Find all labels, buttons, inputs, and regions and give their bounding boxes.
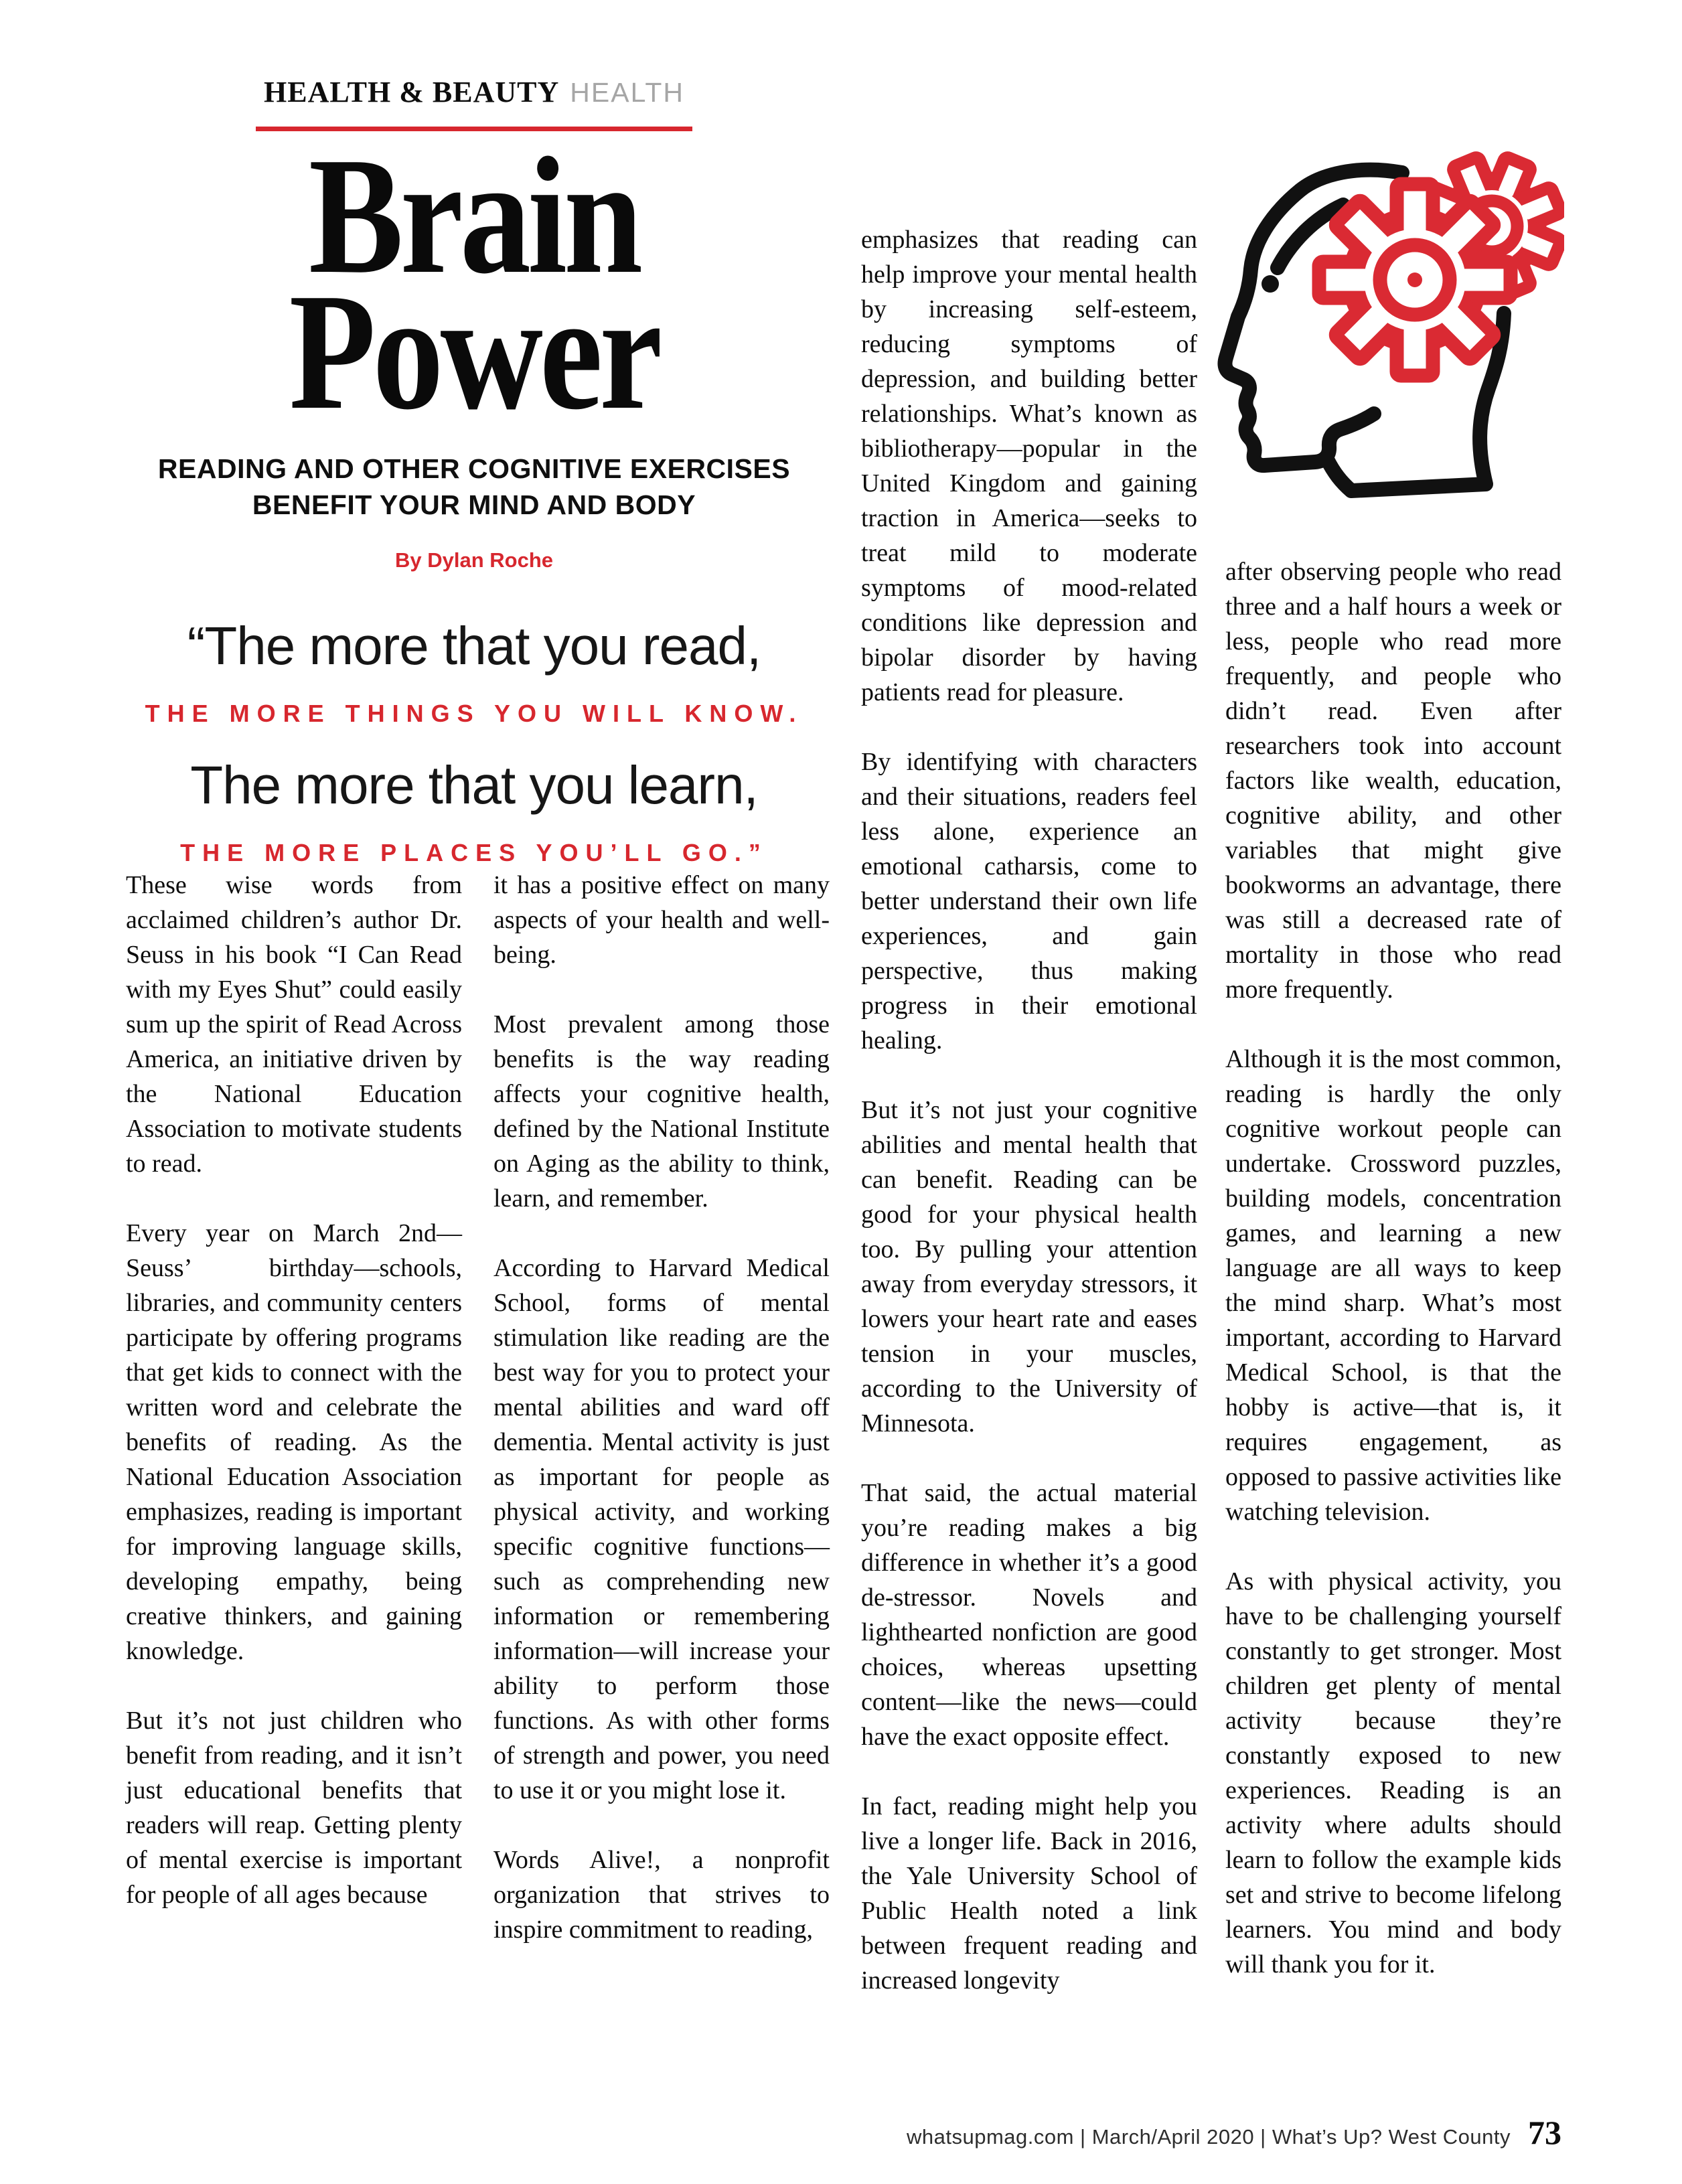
paragraph: That said, the actual material you’re reading makes a big difference in whether it’s a good de-stressor. Novels and lighthearted nonfiction are good choices, whereas upsetting content—like the news—could have the exact opposite effect. bbox=[861, 1479, 1197, 1751]
pull-quote bbox=[122, 615, 826, 867]
paragraph: emphasizes that reading can help improve your mental health by increasing self-esteem, reducing symptoms of depression, and building better relationships. What’s known as bibliotherapy—popular in the United Kingdom and gaining traction in America—seeks to treat mild to moderate symptoms of mood-related conditions like depression and bipolar disorder by having patients read for pleasure. bbox=[861, 226, 1197, 706]
paragraph: In fact, reading might help you live a longer life. Back in 2016, the Yale University School of Public Health noted a link between frequent reading and increased longevity bbox=[861, 1792, 1197, 1995]
body-column-2 bbox=[493, 868, 830, 1982]
byline: By Dylan Roche bbox=[394, 548, 553, 572]
paragraph: According to Harvard Medical School, forms of mental stimulation like reading are the best way for you to protect your mental abilities and ward off dementia. Mental activity is just as important for people as physical activity, and working specific cognitive functions—such as comprehending new information or remembering information—will increase your ability to perform those functions. As with other forms of strength and power, you need to use it or you might lose it. bbox=[493, 1254, 830, 1804]
footer-page-number: 73 bbox=[1528, 2114, 1561, 2151]
eye-dot bbox=[1262, 275, 1279, 293]
paragraph: Most prevalent among those benefits is the way reading affects your cognitive health, defined by the National Institute on Aging as the ability to think, learn, and remember. bbox=[493, 1010, 830, 1213]
kicker-secondary: HEALTH bbox=[570, 77, 684, 108]
paragraph: As with physical activity, you have to be challenging yourself constantly to get stronger. Most children get plenty of mental activity because they’re constantly exposed to new experiences. Reading is an activity where adults should learn to follow the example kids set and strive to become lifelong learners. You mind and body will thank you for it. bbox=[1225, 1567, 1561, 1978]
paragraph: it has a positive effect on many aspects of your health and well-being. bbox=[493, 871, 830, 969]
pull-quote-line2: THE MORE THINGS YOU WILL KNOW. bbox=[145, 700, 804, 728]
article-subtitle bbox=[122, 451, 826, 523]
feature-header bbox=[122, 75, 826, 867]
pull-quote-line3: The more that you learn, bbox=[190, 755, 758, 815]
paragraph: Although it is the most common, reading is hardly the only cognitive workout people can undertake. Crossword puzzles, building models, concentration games, and learning a new language are all ways to keep the mind sharp. What’s most important, according to Harvard Medical School, is that the hobby is active—that is, it requires engagement, as opposed to passive activities like watching television. bbox=[1225, 1045, 1561, 1526]
paragraph: By identifying with characters and their situations, readers feel less alone, experience an emotional catharsis, come to better understand their own life experiences, and gain perspective, thus making progress in their emotional healing. bbox=[861, 748, 1197, 1055]
article-title-line1: Brain bbox=[308, 123, 640, 309]
paragraph: But it’s not just children who benefit from reading, and it isn’t just educational benefits that readers will reap. Getting plenty of mental exercise is important for people of all ages because bbox=[126, 1707, 462, 1909]
footer-info: whatsupmag.com | March/April 2020 | What’s Up? West County bbox=[907, 2125, 1511, 2149]
article-title bbox=[175, 123, 773, 445]
article-subtitle-line2: BENEFIT YOUR MIND AND BODY bbox=[252, 489, 696, 521]
paragraph: But it’s not just your cognitive abilities and mental health that can benefit. Reading can be good for your physical health too. By pulling your attention away from everyday stressors, it lowers your heart rate and eases tension in your muscles, according to the University of Minnesota. bbox=[861, 1096, 1197, 1437]
head-with-gears-icon bbox=[1189, 145, 1564, 520]
paragraph: Words Alive!, a nonprofit organization that strives to inspire commitment to reading, bbox=[493, 1846, 830, 1944]
paragraph: Every year on March 2nd—Seuss’ birthday—schools, libraries, and community centers participate by offering programs that get kids to connect with the written word and celebrate the benefits of reading. As the National Education Association emphasizes, reading is important for improving language skills, developing empathy, being creative thinkers, and gaining knowledge. bbox=[126, 1219, 462, 1665]
gear-large-icon bbox=[1319, 184, 1511, 376]
body-column-4 bbox=[1225, 554, 1561, 2017]
paragraph: after observing people who read three and a half hours a week or less, people who read more frequently, and people who didn’t read. Even after researchers took into account factors like wealth, education, cognitive ability, and other variables that might give bookworms an advantage, there was still a decreased rate of mortality in those who read more frequently. bbox=[1225, 558, 1561, 1004]
article-subtitle-line1: READING AND OTHER COGNITIVE EXERCISES bbox=[157, 453, 791, 484]
pull-quote-line4: THE MORE PLACES YOU’LL GO.” bbox=[180, 839, 768, 867]
body-column-1 bbox=[126, 868, 462, 1947]
body-column-3 bbox=[861, 222, 1197, 2033]
paragraph: These wise words from acclaimed children’s author Dr. Seuss in his book “I Can Read with my Eyes Shut” could easily sum up the spirit of Read Across America, an initiative driven by the National Education Association to motivate students to read. bbox=[126, 871, 462, 1178]
page-footer bbox=[907, 2113, 1561, 2152]
article-title-line2: Power bbox=[289, 258, 660, 445]
pull-quote-line1: “The more that you read, bbox=[187, 616, 761, 676]
kicker-primary: HEALTH & BEAUTY bbox=[264, 76, 560, 108]
